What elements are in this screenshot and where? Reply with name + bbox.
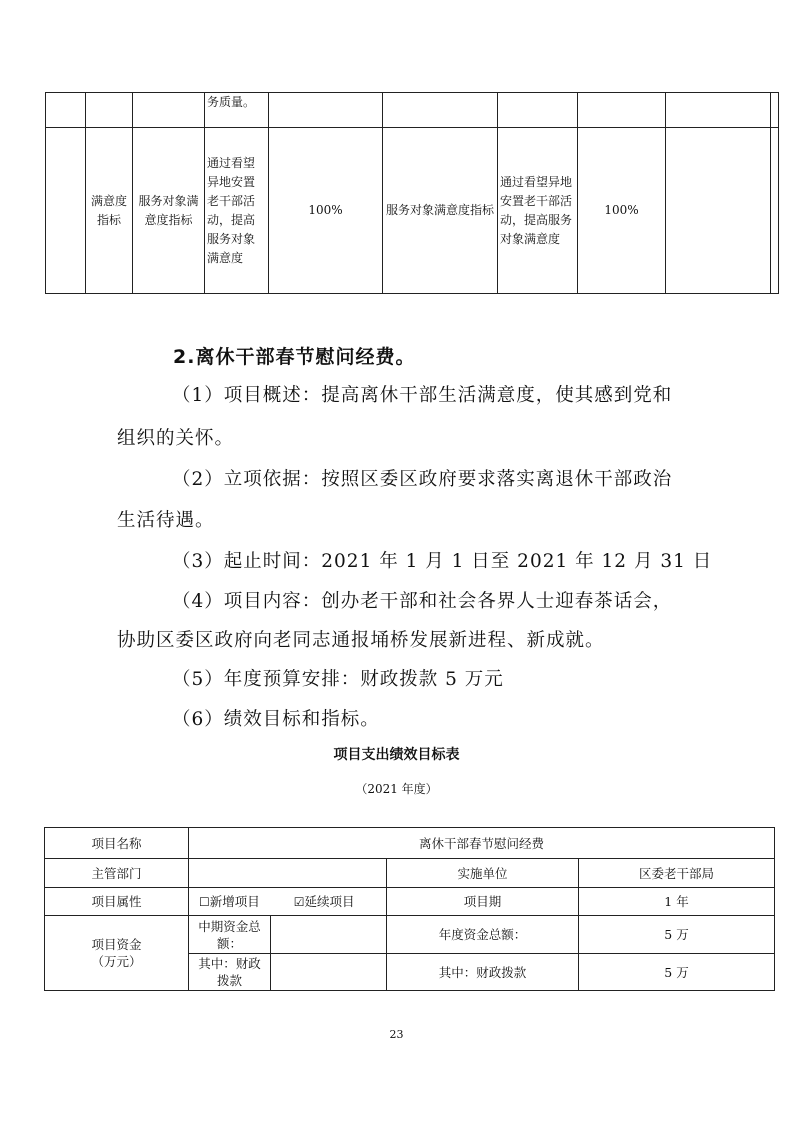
paragraph-line: （3）起止时间：2021 年 1 月 1 日至 2021 年 12 月 31 日	[172, 551, 713, 572]
continue-item-option[interactable]: ☑延续项目	[293, 893, 355, 909]
project-name-value: 离休干部春节慰问经费	[189, 828, 775, 859]
mid-term-value	[271, 916, 387, 954]
indicator-content-cell: 通过看望异地安置老干部活动，提高服务对象满意度	[205, 128, 269, 294]
indicator-content-cell-2: 通过看望异地安置老干部活动，提高服务对象满意度	[498, 128, 578, 294]
of-which-fiscal-label: 其中：财政拨款	[189, 954, 271, 991]
level2-indicator-cell: 满意度指标	[86, 128, 133, 294]
paragraph-line: （4）项目内容：创办老干部和社会各界人士迎春茶话会，	[172, 591, 673, 612]
paragraph-line: 组织的关怀。	[117, 428, 235, 449]
annual-fiscal-value: 5 万	[579, 954, 775, 991]
paragraph-line: （1）项目概述：提高离休干部生活满意度，使其感到党和	[172, 385, 673, 406]
annual-fiscal-label: 其中：财政拨款	[387, 954, 579, 991]
indicator-value-cell-2: 100%	[578, 128, 666, 294]
annual-total-value: 5 万	[579, 916, 775, 954]
page-number: 23	[389, 1028, 404, 1041]
indicator-value-cell: 100%	[269, 128, 383, 294]
mid-term-label: 中期资金总额：	[189, 916, 271, 954]
period-label: 项目期	[387, 888, 579, 916]
of-which-fiscal-value	[271, 954, 387, 991]
attr-label: 项目属性	[45, 888, 189, 916]
paragraph-line: 生活待遇。	[117, 510, 215, 531]
project-name-label: 项目名称	[45, 828, 189, 859]
impl-unit-label: 实施单位	[387, 859, 579, 888]
dept-label: 主管部门	[45, 859, 189, 888]
fund-label: 项目资金 （万元）	[45, 916, 189, 991]
table-subtitle: （2021 年度）	[355, 782, 438, 796]
impl-unit-value: 区委老干部局	[579, 859, 775, 888]
checkbox-unchecked-icon: ☐	[199, 894, 210, 909]
section-heading: 2.离休干部春节慰问经费。	[173, 346, 416, 368]
paragraph-line: （2）立项依据：按照区委区政府要求落实离退休干部政治	[172, 469, 673, 490]
dept-value	[189, 859, 387, 888]
project-performance-table	[44, 827, 775, 991]
period-value: 1 年	[579, 888, 775, 916]
content-cell: 务质量。	[205, 93, 269, 128]
paragraph-line: （5）年度预算安排：财政拨款 5 万元	[172, 669, 504, 690]
indicator-name-cell: 服务对象满意度指标	[383, 128, 498, 294]
table-title: 项目支出绩效目标表	[333, 747, 460, 763]
annual-total-label: 年度资金总额：	[387, 916, 579, 954]
paragraph-line: （6）绩效目标和指标。	[172, 709, 380, 730]
paragraph-line: 协助区委区政府向老同志通报埇桥发展新进程、新成就。	[117, 630, 605, 651]
performance-indicator-table-continued	[45, 92, 779, 294]
attr-options	[189, 888, 387, 916]
level3-indicator-cell: 服务对象满意度指标	[133, 128, 205, 294]
checkbox-checked-icon: ☑	[293, 894, 305, 909]
new-item-option[interactable]: ☐新增项目	[199, 893, 260, 909]
